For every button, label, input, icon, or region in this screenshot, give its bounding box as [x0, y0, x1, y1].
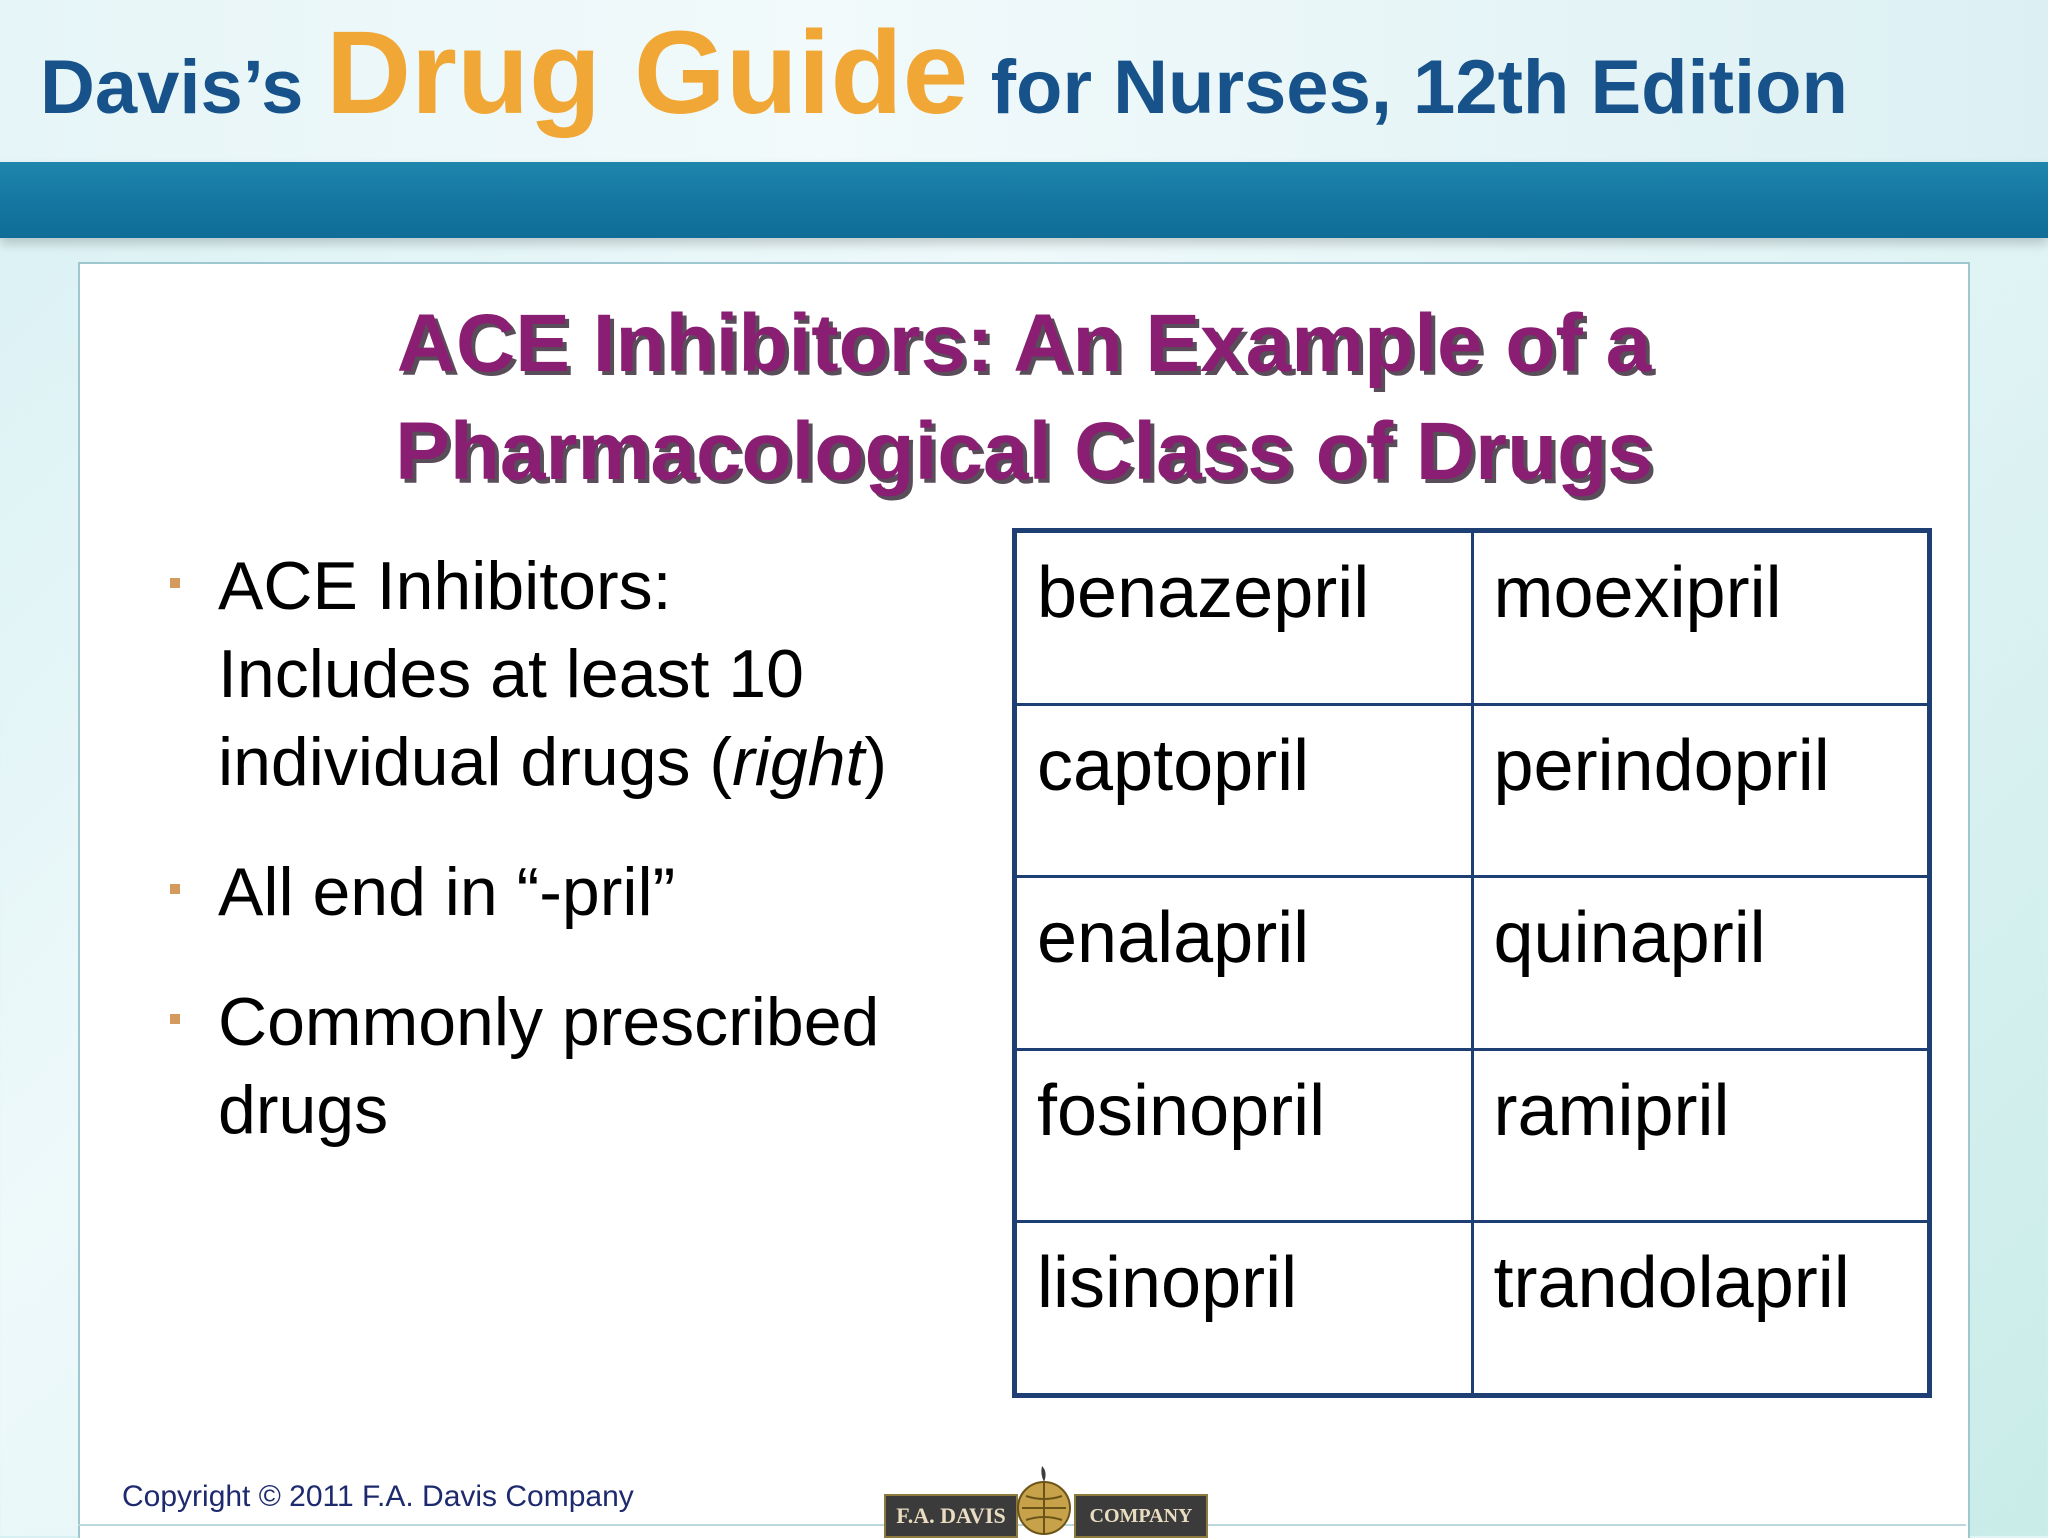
- table-row: [1015, 1221, 1930, 1395]
- table-cell: ramipril: [1472, 1049, 1930, 1221]
- bullet-3-line-2: drugs: [218, 1072, 389, 1148]
- table-row: [1015, 531, 1930, 705]
- header-bar: [0, 162, 2048, 238]
- bullet-item: [122, 978, 962, 1154]
- book-title-suffix: for Nurses, 12th Edition: [990, 45, 1848, 130]
- table-cell: lisinopril: [1015, 1221, 1473, 1395]
- header-banner: [0, 0, 2048, 162]
- table-row: [1015, 1049, 1930, 1221]
- bullet-marker: [170, 1014, 180, 1024]
- bullet-1-line-2: Includes at least 10: [218, 636, 804, 712]
- bullet-3-line-1: Commonly prescribed: [218, 984, 880, 1060]
- publisher-logo: [884, 1450, 1204, 1536]
- bullet-1-italic: right: [732, 724, 865, 800]
- table-cell: captopril: [1015, 704, 1473, 876]
- table-cell: moexipril: [1472, 531, 1930, 705]
- slide-title-line-2: Pharmacological Class of Drugs: [395, 406, 1653, 497]
- globe-icon: [1012, 1462, 1076, 1536]
- logo-text-right: COMPANY: [1074, 1494, 1208, 1538]
- table-cell: perindopril: [1472, 704, 1930, 876]
- bullet-item: [122, 848, 962, 936]
- book-title: [40, 7, 1848, 139]
- table-row: [1015, 877, 1930, 1049]
- slide-panel: [78, 262, 1970, 1538]
- bullet-2-text: All end in “-pril”: [218, 854, 676, 930]
- table-cell: fosinopril: [1015, 1049, 1473, 1221]
- slide-title: [80, 290, 1968, 506]
- bullet-1-line-3: individual drugs (: [218, 724, 733, 800]
- slide-title-line-1: ACE Inhibitors: An Example of a: [396, 298, 1652, 389]
- book-title-highlight: Drug Guide: [325, 7, 969, 139]
- bullet-marker: [170, 578, 180, 588]
- copyright-notice: Copyright © 2011 F.A. Davis Company: [122, 1480, 634, 1513]
- table-cell: quinapril: [1472, 877, 1930, 1049]
- table-cell: benazepril: [1015, 531, 1473, 705]
- logo-text-left: F.A. DAVIS: [884, 1494, 1018, 1538]
- bullet-marker: [170, 884, 180, 894]
- drug-table: [1012, 528, 1932, 1398]
- table-cell: enalapril: [1015, 877, 1473, 1049]
- book-title-prefix: Davis’s: [40, 45, 304, 130]
- bullet-item: [122, 542, 962, 806]
- bullet-1-close: ): [864, 724, 887, 800]
- bullet-list: [122, 542, 962, 1196]
- table-cell: trandolapril: [1472, 1221, 1930, 1395]
- table-row: [1015, 704, 1930, 876]
- bullet-1-line-1: ACE Inhibitors:: [218, 548, 672, 624]
